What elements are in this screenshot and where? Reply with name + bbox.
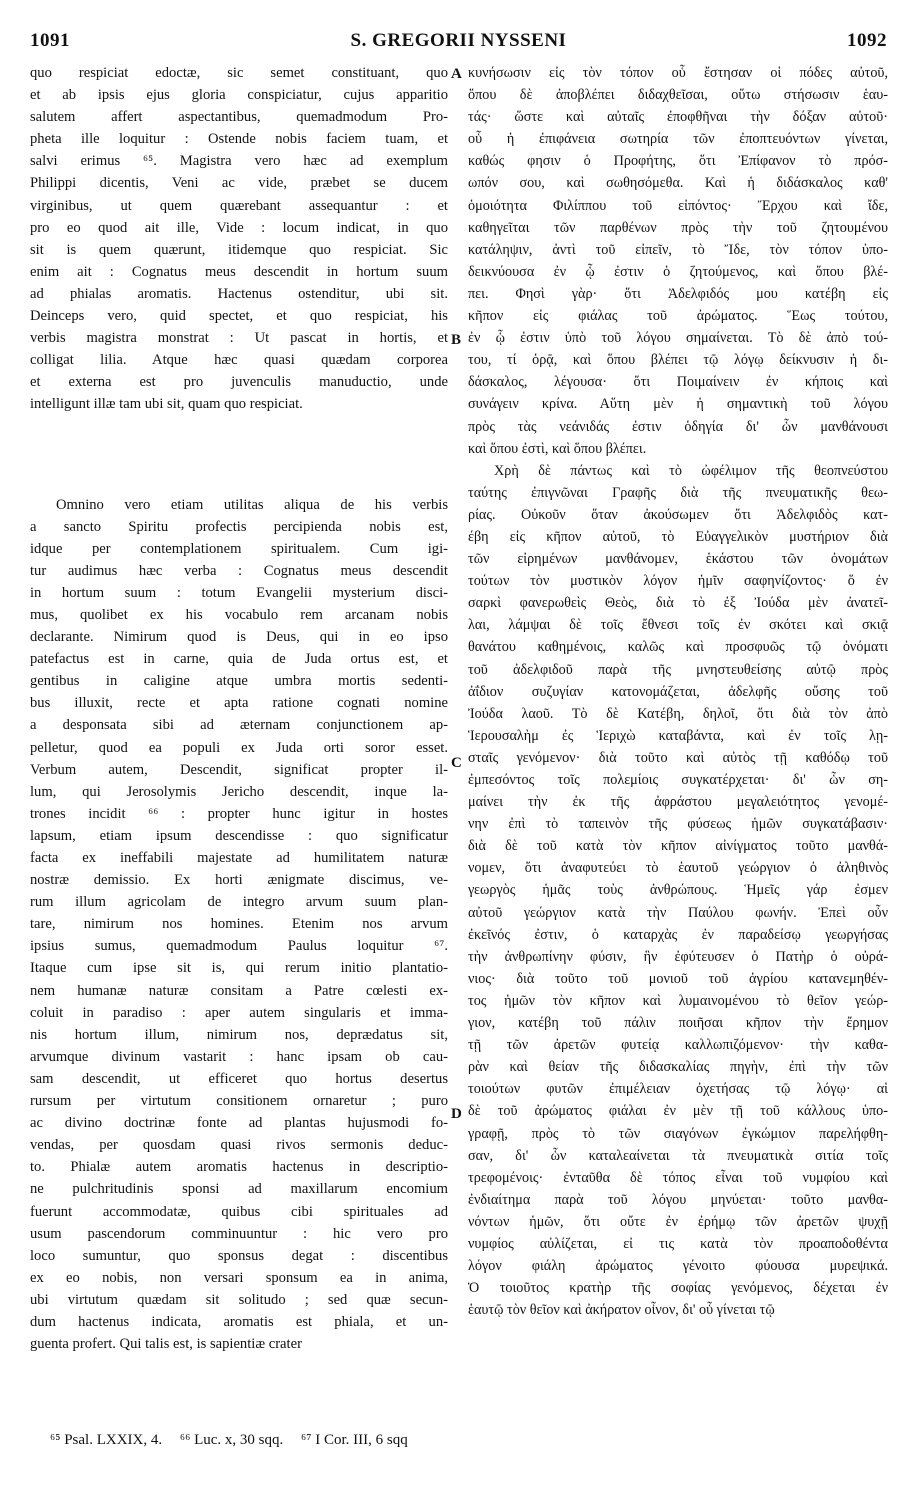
- greek-line: μαίνει τὴν ἐκ τῆς ἀφράστου μεγαλειότητος γενομέ-: [468, 794, 888, 811]
- latin-line: quo respiciat edoctæ, sic semet constituant, quo: [30, 65, 448, 81]
- greek-line: δάσκαλος, λέγουσα· ὅτι Ποιμαίνειν ἐν κήποις καὶ: [468, 374, 888, 391]
- greek-line: ρὰν καὶ θείαν τῆς διδασκαλίας πηγὴν, ἐπὶ τὴν τῶν: [468, 1059, 888, 1076]
- latin-line: guenta profert. Qui talis est, is sapientiæ crater: [30, 1336, 302, 1353]
- latin-line: virginibus, ut quem quærebant assequantur : et: [30, 197, 448, 214]
- greek-line: πρὸς τὰς νεάνιδάς ἐστιν ὁδηγία δι' ὧν μανθάνουσι: [468, 418, 888, 435]
- greek-line: σαν, δι' ὧν καταλεαίνεται τὰ πνευματικὰ σιτία τοῖς: [468, 1147, 888, 1164]
- margin-letter-d: D: [451, 1106, 462, 1122]
- latin-line: Philippi dicentis, Veni ac vide, præbet se ducem: [30, 175, 448, 192]
- page-number-right: 1092: [847, 30, 887, 51]
- greek-line: τρεφομένοις· ἐνταῦθα δὲ τόπος εἶναι τοῦ νυμφίου καὶ: [468, 1169, 888, 1186]
- latin-line: gentibus in caligine atque umbra mortis sedenti-: [30, 673, 448, 690]
- greek-line: τοῦ ἀδελφιδοῦ παρὰ τῆς μνηστευθείσης αὐτῷ πρὸς: [468, 661, 888, 678]
- latin-line: colligat lilia. Atque hæc quasi quædam corporea: [30, 352, 448, 369]
- greek-line: ἐκεῖνός ἐστιν, ὁ καταρχὰς ἐν παραδείσῳ γεωργήσας: [468, 926, 888, 943]
- latin-line: Omnino vero etiam utilitas aliqua de his verbis: [56, 496, 448, 513]
- greek-line: κατάληψιν, ἀντὶ τοῦ εἰπεῖν, τὸ Ἴδε, τὸν τόπον ὑπο-: [468, 241, 888, 258]
- latin-line: idque per contemplationem spiritualem. Cum igi-: [30, 540, 448, 557]
- latin-line: tare, nimirum nos homines. Etenim nos arvum: [30, 916, 448, 933]
- greek-line: τούτων τὸν μυστικὸν λόγον ἡμῖν σαφηνίζοντος· ὅ ἐν: [468, 573, 888, 590]
- greek-line: οὗ ἡ ἐπιφάνεια σωτηρία τῶν ἐποπτευόντων γίνεται,: [468, 131, 888, 148]
- margin-letter-b: B: [451, 332, 462, 348]
- greek-line: Ἱερουσαλὴμ ἐς Ἱεριχὼ καταβάντα, καὶ ἐν τοῖς λῃ-: [468, 727, 888, 744]
- greek-line: Ὁ τοιοῦτος κρατὴρ τῆς σοφίας γενόμενος, δέχεται ἐν: [468, 1280, 888, 1297]
- greek-line: γραφῇ, πρὸς τὸ τῶν σιαγόνων ἐγκώμιον παρελήφθη-: [468, 1125, 888, 1142]
- latin-line: intelligunt illæ tam ubi sit, quam quo respiciat.: [30, 396, 303, 413]
- latin-line: bus illuxit, recte et apta ratione cognati nomine: [30, 695, 448, 712]
- latin-line: salutem affert aspectantibus, quemadmodum Pro-: [30, 109, 448, 126]
- latin-line: dum hactenus indicata, aromatis est phiala, et un-: [30, 1313, 448, 1330]
- latin-line: rursum per virtutum consitionem ornaretur ; puro: [30, 1093, 448, 1110]
- latin-line: ac divino doctrinæ fonte ad plantas hujusmodi fo-: [30, 1115, 448, 1132]
- latin-line: vendas, per quosdam quasi rivos sermonis deduc-: [30, 1137, 448, 1154]
- latin-line: ex eo nobis, non versari sponsum ea in anima,: [30, 1269, 448, 1286]
- greek-line: δεικνύουσα ἐν ᾧ ἐστιν ὁ ζητούμενος, καὶ ὅπου βλέ-: [468, 263, 888, 280]
- greek-line: καθώς φησιν ὁ Προφήτης, ὅτι Ἐπίφανον τὸ πρόσ-: [468, 153, 888, 170]
- greek-line: νόντων ἡμῶν, ὅτι οὔτε ἐν ἐρήμῳ τῶν ἀρετῶν ψυχῇ: [468, 1213, 888, 1230]
- greek-line: ὁμοιότητα Φιλίππου τοῦ εἰπόντος· Ἔρχου καὶ ἴδε,: [468, 197, 888, 214]
- greek-line: θανάτου καθημένοις, καλῶς καὶ προσφυῶς τῷ ὀνόματι: [468, 639, 888, 656]
- latin-line: patefactus est in carne, quia de Juda ortus est, et: [30, 651, 448, 668]
- greek-column: [468, 62, 888, 1321]
- latin-line: usum pascendorum comminuuntur : hic vero pro: [30, 1225, 448, 1242]
- greek-line: Χρὴ δὲ πάντως καὶ τὸ ὠφέλιμον τῆς θεοπνεύστου: [494, 462, 888, 479]
- greek-line: γιον, κατέβη τοῦ πάλιν ποιῆσαι κῆπον τὴν ἔρημον: [468, 1015, 888, 1032]
- greek-line: ἐνδιαίτημα παρὰ τοῦ λόγου μηνύεται· τοῦτο μανθα-: [468, 1191, 888, 1208]
- greek-line: ωπόν σου, καὶ σωθησόμεθα. Καὶ ἡ διδάσκαλος καθ': [468, 175, 888, 192]
- greek-line: ἀΐδιον συζυγίαν κατονομάζεται, ἀδελφῆς οὔσης τοῦ: [468, 683, 888, 700]
- greek-line: του, τί ὁρᾷ, καὶ ὅπου βλέπει τῷ λόγῳ δείκνυσιν ἡ δι-: [468, 352, 888, 369]
- greek-line: τάς· ὥστε καὶ αὐταῖς ἐποφθῆναι τὴν δόξαν αὐτοῦ·: [468, 109, 888, 126]
- latin-line: et ab ipsis ejus gloria conspiciatur, cujus apparitio: [30, 87, 448, 104]
- greek-line: νυμφίος αὐλίζεται, εἰ τις κατὰ τὸν προαποδοθέντα: [468, 1235, 888, 1252]
- latin-line: declarante. Nimirum quod is Deus, qui in eo ipso: [30, 629, 448, 646]
- greek-line: τοιούτων φυτῶν ἐπιμέλειαν ὀχετήσας τῷ λόγῳ· αἱ: [468, 1081, 888, 1098]
- greek-line: κυνήσωσιν εἰς τὸν τόπον οὗ ἔστησαν οἱ πόδες αὐτοῦ,: [468, 65, 888, 81]
- latin-line: sam descendit, ut efficeret quo hortus desertus: [30, 1070, 448, 1087]
- latin-line: coluit in paradiso : aper autem singularis et imma-: [30, 1004, 448, 1021]
- latin-line: ipsius sumus, quemadmodum Paulus loquitur ⁶⁷.: [30, 938, 448, 955]
- greek-line: σαρκὶ φανερωθεὶς Θεὸς, διὰ τὸ ἐξ Ἰούδα μὲν ἀνατεῖ-: [468, 595, 888, 612]
- greek-line: ρίας. Οὐκοῦν ὅταν ἀκούσωμεν ὅτι Ἀδελφιδὸς κατ-: [468, 506, 888, 523]
- greek-line: λόγον φιάλη ἀρώματος γένοιτο φύουσα μυρεψικά.: [468, 1258, 888, 1275]
- paragraph-gap: [30, 416, 448, 494]
- latin-line: to. Phialæ autem aromatis hactenus in descriptio-: [30, 1159, 448, 1176]
- latin-line: pheta ille loquitur : Ostende nobis faciem tuam, et: [30, 131, 448, 148]
- greek-line: Ἰούδα λαοῦ. Τὸ δὲ Κατέβη, δηλοῖ, ὅτι διὰ τὸν ἀπὸ: [468, 705, 888, 722]
- latin-line: trones incidit ⁶⁶ : propter hunc igitur in hostes: [30, 805, 448, 822]
- greek-line: καὶ ὅπου ἐστὶ, καὶ ὅπου βλέπει.: [468, 440, 647, 457]
- greek-line: συνάγειν κρίνα. Αὕτη μὲν ἡ σημαντικὴ τοῦ λόγου: [468, 396, 888, 413]
- latin-line: lapsum, etiam ipsum descendisse : quo significatur: [30, 827, 448, 844]
- latin-line: loco sumuntur, quo sponsus degat : discentibus: [30, 1247, 448, 1264]
- latin-column: [30, 62, 448, 1355]
- greek-line: τῇ τῶν ἀρετῶν φυτείᾳ καλλωπιζόμενον· τὴν καθα-: [468, 1037, 888, 1054]
- latin-line: arvumque divinum vastarit : hanc ipsam ob cau-: [30, 1048, 448, 1065]
- greek-line: ταύτης ἐπιγνῶναι Γραφῆς διὰ τῆς πνευματικῆς θεω-: [468, 484, 888, 501]
- latin-line: a desponsata sibi ad æternam conjunctionem ap-: [30, 717, 448, 734]
- footnote-66: ⁶⁶ Luc. x, 30 sqq.: [179, 1432, 284, 1448]
- latin-line: pelletur, quod ea populi ex Juda orti soror esset.: [30, 739, 448, 756]
- footnote-67: ⁶⁷ I Cor. III, 6 sqq: [301, 1432, 408, 1448]
- latin-line: pro eo quod ait ille, Vide : locum indicat, in quo: [30, 219, 448, 236]
- greek-line: δὲ τοῦ ἀρώματος φιάλαι ἐν μὲν τῇ τοῦ κάλλους ὑπο-: [468, 1103, 888, 1120]
- latin-line: facta ex ineffabili majestate ad humilitatem naturæ: [30, 850, 448, 866]
- greek-line: γεωργὸς ἡμᾶς τοὺς ἀνθρώπους. Ἡμεῖς γάρ ἐσμεν: [468, 882, 888, 899]
- greek-line: αὐτοῦ γεώργιον κατὰ τὴν Παύλου φωνήν. Ἐπεὶ οὖν: [468, 904, 888, 921]
- latin-line: ubi virtutum quædam sit solitudo ; sed quæ secun-: [30, 1291, 448, 1308]
- latin-line: Verbum autem, Descendit, significat propter il-: [30, 761, 448, 778]
- footnotes: [50, 1432, 422, 1449]
- latin-line: rum illum agricolam de integro arvum suum plan-: [30, 894, 448, 911]
- greek-line: σταῖς γενόμενον· διὰ τοῦτο καὶ αὐτὸς τῇ καθόδῳ τοῦ: [468, 749, 888, 766]
- latin-line: verbis magistra monstrat : Ut pascat in hortis, et: [30, 330, 448, 347]
- greek-line: τος ἡμῶν τὸν κῆπον καὶ λυμαινομένου τὸ θεῖον γεώρ-: [468, 992, 888, 1009]
- latin-line: a sancto Spiritu profectis percipienda nobis est,: [30, 518, 448, 535]
- latin-line: nostræ demissio. Ex horti ænigmate discimus, ve-: [30, 872, 448, 889]
- latin-line: lum, qui Jerosolymis Jericho descendit, inque la-: [30, 783, 448, 800]
- latin-line: nem humanæ naturæ consitam a Patre cœlesti ex-: [30, 982, 448, 999]
- latin-line: enim ait : Cognatus meus descendit in hortum suum: [30, 263, 448, 280]
- footnote-65: ⁶⁵ Psal. LXXIX, 4.: [50, 1432, 163, 1448]
- greek-line: ὅπου δὲ ἀποβλέπει διδαχθεῖσαι, οὕτω στήσωσιν ἑαυ-: [468, 87, 888, 104]
- latin-line: in hortum suum : totum Evangelii mysterium disci-: [30, 584, 448, 601]
- greek-line: νομεν, ὅτι ἀναφυτεύει τὸ ἑαυτοῦ γεώργιον ὁ ἀληθινὸς: [468, 860, 888, 877]
- latin-line: ad phialas aromatis. Hactenus ostenditur, ubi sit.: [30, 285, 448, 302]
- greek-line: τῶν εἰρημένων μανθάνομεν, ἑκάστου τῶν ὀνομάτων: [468, 551, 888, 568]
- margin-letter-a: A: [451, 66, 462, 82]
- greek-line: νιος· διὰ τοῦτο τοῦ μονιοῦ τοῦ ἀγρίου καταvεμηθέν-: [468, 970, 888, 987]
- page-header: [30, 30, 887, 60]
- greek-line: νην ἐπὶ τὸ ταπεινὸν τῆς φύσεως ἡμῶν συγκατάβασιν·: [468, 816, 888, 833]
- latin-line: Itaque cum ipse sit is, qui rerum initio plantatio-: [30, 960, 448, 977]
- greek-line: λαι, λάμψαι δὲ τοῖς ἔθνεσι τοῖς ἐν σκότει καὶ σκιᾷ: [468, 617, 888, 634]
- latin-line: et externa est pro juvenculis manuductio, unde: [30, 374, 448, 391]
- greek-line: κῆπον εἰς φιάλας τοῦ ἀρώματος. Ἕως τούτου,: [468, 308, 888, 325]
- latin-line: fuerunt accommodatæ, quibus cibi spirituales ad: [30, 1203, 448, 1220]
- greek-line: τὴν ἀνθρωπίνην φύσιν, ἣν ἐφύτευσεν ὁ Πατὴρ ὁ οὐρά-: [468, 948, 888, 965]
- greek-line: καθηγεῖται τῶν παρθένων πρὸς τὴν τοῦ ζητουμένου: [468, 219, 888, 236]
- greek-line: ἐν ᾧ ἐστιν ὑπὸ τοῦ λόγου σημαίνεται. Τὸ δὲ ἀπὸ τού-: [468, 330, 888, 347]
- latin-line: tur audimus hæc verba : Cognatus meus descendit: [30, 562, 448, 579]
- greek-line: έβη εἰς κῆπον αὐτοῦ, τὸ Εὐαγγελικὸν μυστήριον διὰ: [468, 528, 888, 545]
- latin-line: Deinceps vero, quid spectet, et quo respiciat, his: [30, 308, 448, 325]
- greek-line: πει. Φησὶ γὰρ· ὅτι Ἀδελφιδός μου κατέβη εἰς: [468, 285, 888, 302]
- latin-line: sit is quem quærunt, itidemque quo respiciat. Sic: [30, 241, 448, 258]
- latin-line: mus, quolibet ex his vocabulo rem arcanam nobis: [30, 606, 448, 623]
- greek-line: ἐμπεσόντος τοῖς πολεμίοις συγκατέρχεται· δι' ὧν ση-: [468, 772, 888, 788]
- page-number-left: 1091: [30, 30, 70, 51]
- greek-line: ἑαυτῷ τὸν θεῖον καὶ ἀκήρατον οἶνον, δι' οὗ γίνεται τῷ: [468, 1302, 775, 1319]
- running-title: S. GREGORII NYSSENI: [350, 30, 567, 51]
- latin-line: nis hortum illum, nimirum nos, deprædatus sit,: [30, 1026, 448, 1043]
- latin-line: ne pulchritudinis sponsi ad maxillarum encomium: [30, 1181, 448, 1198]
- latin-line: salvi erimus ⁶⁵. Magistra vero hæc ad exemplum: [30, 153, 448, 170]
- greek-line: διὰ δὲ τοῦ κατὰ τὸν κῆπον αἰνίγματος τοῦτο μανθά-: [468, 838, 888, 855]
- margin-letter-c: C: [451, 755, 462, 771]
